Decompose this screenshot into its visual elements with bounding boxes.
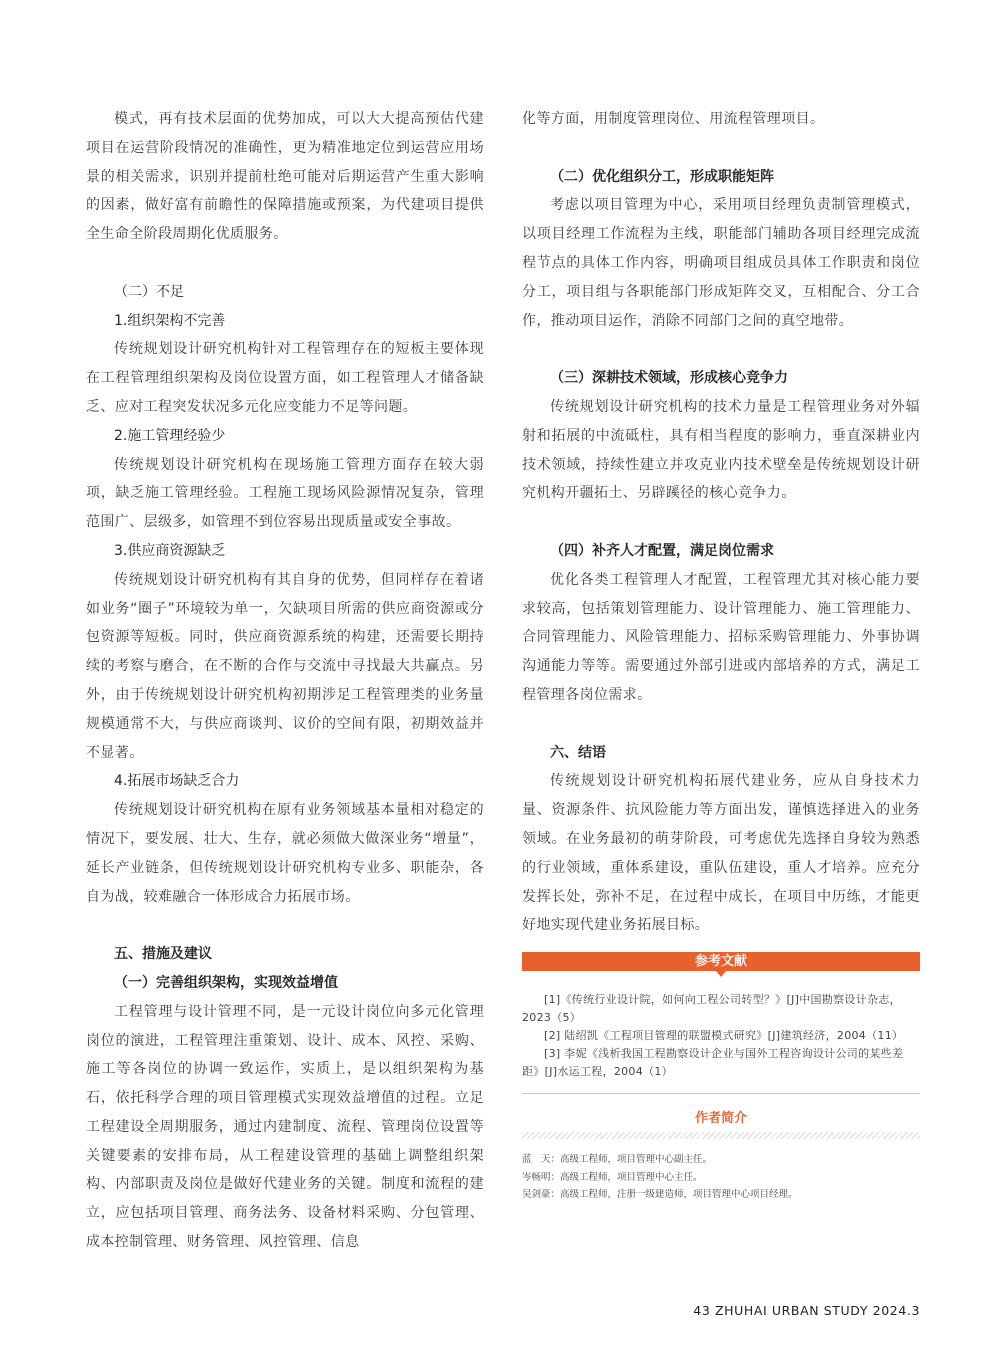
references-banner — [522, 952, 920, 971]
sub-supplier-title: 3.供应商资源缺乏 — [114, 542, 226, 559]
measure-1-title: （一）完善组织架构，实现效益增值 — [114, 974, 338, 991]
references-title: 参考文献 — [694, 954, 747, 970]
journal-name: ZHUHAI URBAN STUDY — [714, 1303, 869, 1318]
measure-2-title: （二）优化组织分工，形成职能矩阵 — [550, 168, 774, 185]
issue-number: 2024.3 — [872, 1303, 920, 1318]
divider — [522, 1093, 920, 1094]
measure-3-text: 传统规划设计研究机构的技术力量是工程管理业务对外辐射和拓展的中流砥柱，具有相当程度的影响力，垂直深耕业内技术领域，持续性建立并攻克业内技术壁垒是传统规划设计研究机构开疆拓土、另辟蹊径的核心竞争力。 — [522, 398, 920, 502]
section-measures-title: 五、措施及建议 — [114, 946, 212, 963]
sub-supplier-text: 传统规划设计研究机构有其自身的优势，但同样存在着诸如业务“圈子”环境较为单一，欠缺项目所需的供应商资源或分包资源等短板。同时，供应商资源系统的构建，还需要长期持续的考察与磨合，在不断的合作与交流中寻找最大共赢点。另外，由于传统规划设计研究机构初期涉足工程管理类的业务量规模通常不大，与供应商谈判、议价的空间有限，初期效益并不显著。 — [86, 571, 484, 761]
measure-4-text: 优化各类工程管理人才配置，工程管理尤其对核心能力要求较高，包括策划管理能力、设计管理能力、施工管理能力、合同管理能力、风险管理能力、招标采购管理能力、外事协调沟通能力等等。需要通过外部引进或内部培养的方式，满足工程管理各岗位需求。 — [522, 571, 920, 703]
measure-4-title: （四）补齐人才配置，满足岗位需求 — [550, 542, 774, 559]
measure-3-title: （三）深耕技术领域，形成核心竞争力 — [550, 370, 788, 387]
reference-item: [1]《传统行业设计院，如何向工程公司转型？》[J]中国勘察设计杂志，2023（5） — [522, 993, 901, 1025]
references-arrow-icon — [716, 971, 726, 977]
hatched-divider — [522, 1132, 920, 1139]
intro-paragraph: 模式，再有技术层面的优势加成，可以大大提高预估代建项目在运营阶段情况的准确性，更为精准地定位到运营应用场景的相关需求，识别并提前杜绝可能对后期运营产生重大影响的因素，做好富有前瞻性的保障措施或预案，为代建项目提供全生命全阶段周期化优质服务。 — [86, 111, 484, 243]
continued-paragraph: 化等方面，用制度管理岗位、用流程管理项目。 — [522, 111, 825, 127]
reference-item: [3] 李妮《浅析我国工程勘察设计企业与国外工程咨询设计公司的某些差距》[J]水运工程，2004（1） — [522, 1047, 904, 1079]
conclusion-title: 六、结语 — [550, 744, 606, 761]
author-bio-item: 蓝 天：高级工程师，项目管理中心副主任。 — [522, 1154, 713, 1166]
author-bio-title: 作者简介 — [694, 1111, 747, 1127]
author-bio-item: 吴剑豪：高级工程师，注册一级建造师，项目管理中心项目经理。 — [522, 1189, 798, 1201]
sub-market-text: 传统规划设计研究机构在原有业务领域基本量相对稳定的情况下，要发展、壮大、生存，就必须做大做深业务“增量”，延长产业链条，但传统规划设计研究机构专业多、职能杂，各自为战，较难融合一体形成合力拓展市场。 — [86, 802, 484, 905]
measure-1-text: 工程管理与设计管理不同，是一元设计岗位向多元化管理岗位的演进，工程管理注重策划、设计、成本、风控、采购、施工等各岗位的协调一致运作，实质上，是以组织架构为基石，依托科学合理的项目管理模式实现效益增值的过程。立足工程建设全周期服务，通过内建制度、流程、管理岗位设置等关键要素的安排布局，从工程建设管理的基础上调整组织架构、内部职责及岗位是做好代建业务的关键。制度和流程的建立，应包括项目管理、商务法务、设备材料采购、分包管理、成本控制管理、财务管理、风控管理、信息 — [86, 1003, 484, 1251]
author-bio-item: 岑畅明：高级工程师，项目管理中心主任。 — [522, 1171, 703, 1183]
sub-org-title: 1.组织架构不完善 — [114, 312, 226, 329]
section-shortcomings-title: （二）不足 — [114, 283, 184, 300]
sub-market-title: 4.拓展市场缺乏合力 — [114, 773, 240, 790]
sub-construction-title: 2.施工管理经验少 — [114, 427, 226, 444]
left-column — [86, 105, 484, 1257]
reference-item: [2] 陆绍凯《工程项目管理的联盟模式研究》[J]建筑经济，2004（11） — [544, 1029, 904, 1043]
sub-construction-text: 传统规划设计研究机构在现场施工管理方面存在较大弱项，缺乏施工管理经验。工程施工现场风险源情况复杂，管理范围广、层级多，如管理不到位容易出现质量或安全事故。 — [86, 456, 484, 531]
page-footer — [693, 1303, 920, 1318]
references-list — [522, 991, 920, 1081]
sub-org-text: 传统规划设计研究机构针对工程管理存在的短板主要体现在工程管理组织架构及岗位设置方面，如工程管理人才储备缺乏、应对工程突发状况多元化应变能力不足等问题。 — [86, 341, 484, 415]
right-column — [522, 105, 920, 1204]
conclusion-text: 传统规划设计研究机构拓展代建业务，应从自身技术力量、资源条件、抗风险能力等方面出发，谨慎选择进入的业务领域。在业务最初的萌芽阶段，可考虑优先选择自身较为熟悉的行业领域，重体系建设，重队伍建设，重人才培养。应充分发挥长处，弥补不足，在过程中成长，在项目中历练，才能更好地实现代建业务拓展目标。 — [522, 773, 920, 934]
measure-2-text: 考虑以项目管理为中心，采用项目经理负责制管理模式，以项目经理工作流程为主线，职能部门辅助各项目经理完成流程节点的具体工作内容，明确项目组成员具体工作职责和岗位分工，项目组与各职能部门形成矩阵交叉，互相配合、分工合作，推动项目运作，消除不同部门之间的真空地带。 — [522, 197, 920, 329]
page-number: 43 — [693, 1303, 711, 1318]
author-bio-list — [522, 1151, 920, 1204]
